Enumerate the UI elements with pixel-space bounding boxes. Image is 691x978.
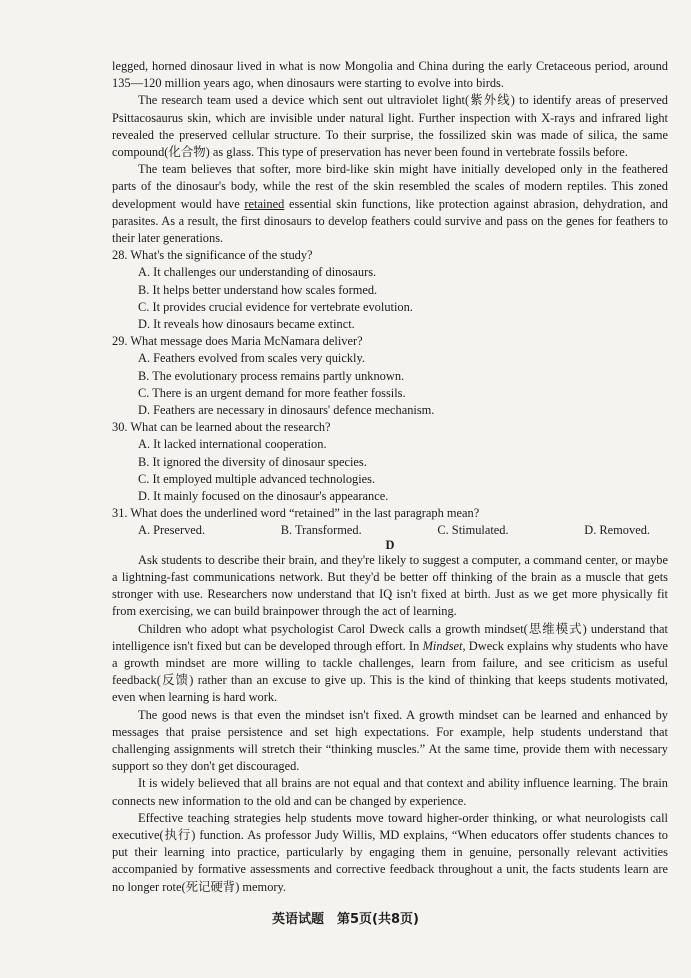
paragraph-2-text-before: Children who adopt what psychologist Carol Dweck calls a growth mindset(思维模式) understand that intelligence isn't fixed but can be developed through effort. In bbox=[112, 621, 668, 653]
question-31 bbox=[112, 505, 668, 539]
passage-d-paragraph-3: The good news is that even the mindset isn't fixed. A growth mindset can be learned and enhanced by messages that praise persistence and set high expectations. For example, help students understand that challenging assignments will stretch their “thinking muscles.” At the same time, provide them with necessary support so they don't get discouraged. bbox=[112, 707, 668, 774]
question-30 bbox=[112, 419, 668, 505]
passage-c-paragraph-1: legged, horned dinosaur lived in what is now Mongolia and China during the early Cretaceous period, around 135—120 million years ago, when dinosaurs were starting to evolve into birds. bbox=[112, 59, 668, 91]
passage-c-paragraph-2: The research team used a device which sent out ultraviolet light(紫外线) to identify areas of preserved Psittacosaurus skin, which are invisible under natural light. Further inspection with X-rays and infrared light revealed the preserved cellular structure. To their surprise, the fossilized skin was made of silica, the same compound(化合物) as glass. This type of preservation has never been found in vertebrate fossils before. bbox=[112, 93, 668, 160]
page-footer: 英语试题 第5页(共8页) bbox=[272, 912, 419, 927]
paragraph-3-text-after: essential skin functions, like protection against abrasion, dehydration, and parasites. As a result, the first dinosaurs to develop feathers could survive and pass on the genes for feathers to their later generations. bbox=[112, 196, 668, 246]
passage-d-paragraph-2 bbox=[112, 621, 668, 707]
option-c: C. There is an urgent demand for more feather fossils. bbox=[138, 385, 406, 400]
underlined-word-retained: retained bbox=[244, 196, 285, 211]
question-stem: 28. What's the significance of the study? bbox=[112, 248, 313, 263]
question-stem: 31. What does the underlined word “retained” in the last paragraph mean? bbox=[112, 506, 480, 521]
option-c: C. Stimulated. bbox=[437, 523, 509, 538]
question-stem: 29. What message does Maria McNamara deliver? bbox=[112, 334, 363, 349]
section-d-heading: D bbox=[385, 537, 395, 552]
option-d: D. It reveals how dinosaurs became extinct. bbox=[138, 317, 355, 332]
option-d: D. It mainly focused on the dinosaur's appearance. bbox=[138, 489, 389, 504]
passage-d-paragraph-1: Ask students to describe their brain, and they're likely to suggest a computer, a command center, or maybe a lightning-fast communications network. But they'd be better off thinking of the brain as a muscle that gets stronger with use. Researchers now understand that IQ isn't fixed at birth. Just as we get more physically fit from exercising, we can build brainpower through the act of learning. bbox=[112, 552, 668, 619]
option-a: A. Feathers evolved from scales very quickly. bbox=[138, 351, 365, 366]
option-d: D. Removed. bbox=[584, 523, 650, 538]
question-29 bbox=[112, 333, 668, 419]
option-b: B. It ignored the diversity of dinosaur species. bbox=[138, 454, 367, 469]
question-stem: 30. What can be learned about the research? bbox=[112, 420, 331, 435]
passage-d-paragraph-5: Effective teaching strategies help students move toward higher-order thinking, or what neurologists call executive(执行) function. As professor Judy Willis, MD explains, “When educators offer students chances to put their learning into practice, particularly by engaging them in genuine, personally relevant activities accompanied by formative assessments and corrective feedback throughout a unit, the facts students learn are no longer rote(死记硬背) memory. bbox=[112, 810, 668, 894]
option-b: B. Transformed. bbox=[280, 523, 362, 538]
passage-d-paragraph-4: It is widely believed that all brains are not equal and that context and ability influence learning. The brain connects new information to the old and can be changed by experience. bbox=[112, 776, 668, 808]
book-title-mindset: Mindset bbox=[422, 638, 463, 653]
exam-page bbox=[112, 58, 668, 896]
option-a: A. It lacked international cooperation. bbox=[138, 437, 327, 452]
option-d: D. Feathers are necessary in dinosaurs' defence mechanism. bbox=[138, 403, 435, 418]
option-a: A. Preserved. bbox=[138, 523, 206, 538]
option-c: C. It provides crucial evidence for vertebrate evolution. bbox=[138, 299, 413, 314]
question-28 bbox=[112, 247, 668, 333]
option-b: B. It helps better understand how scales formed. bbox=[138, 282, 378, 297]
paragraph-2-text-after: , Dweck explains why students who have a growth mindset are more willing to tackle challenges, learn from failure, and see criticism as useful feedback(反馈) rather than an excuse to give up. This is the kind of thinking that keeps students motivated, even when learning is hard work. bbox=[112, 638, 669, 705]
option-c: C. It employed multiple advanced technologies. bbox=[138, 471, 376, 486]
passage-c-paragraph-3 bbox=[112, 161, 668, 247]
paragraph-3-text-before: The team believes that softer, more bird-like skin might have initially developed only in the feathered parts of the dinosaur's body, while the rest of the skin resembled the scales of modern reptiles. This zoned development would have bbox=[112, 162, 668, 211]
option-a: A. It challenges our understanding of dinosaurs. bbox=[138, 265, 377, 280]
option-b: B. The evolutionary process remains partly unknown. bbox=[138, 368, 405, 383]
